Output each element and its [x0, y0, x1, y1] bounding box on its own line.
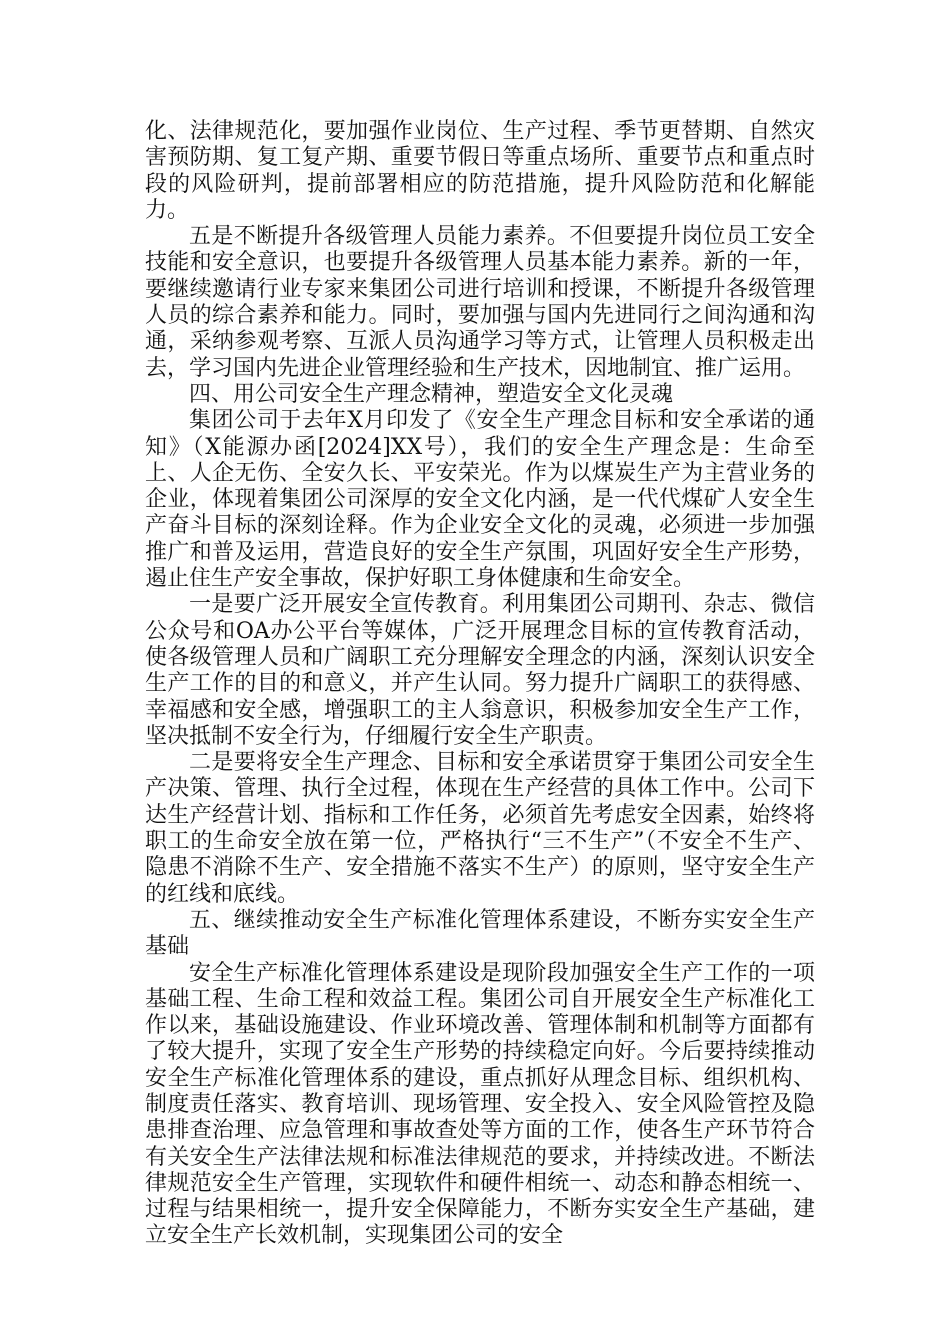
paragraph-5: 二是要将安全生产理念、目标和安全承诺贯穿于集团公司安全生产决策、管理、执行全过程，体现在生产经营的具体工作中。公司下达生产经营计划、指标和工作任务，必须首先考虑安全因素，始终将职工的生命安全放在第一位，严格执行“三不生产”（不安全不生产、隐患不消除不生产、安全措施不落实不生产）的原则，坚守安全生产的红线和底线。 [145, 750, 815, 907]
section-heading-5: 五、继续推动安全生产标准化管理体系建设，不断夯实安全生产基础 [145, 907, 815, 960]
paragraph-6: 安全生产标准化管理体系建设是现阶段加强安全生产工作的一项基础工程、生命工程和效益工程。集团公司自开展安全生产标准化工作以来，基础设施建设、作业环境改善、管理体制和机制等方面都有了较大提升，实现了安全生产形势的持续稳定向好。今后要持续推动安全生产标准化管理体系的建设，重点抓好从理念目标、组织机构、制度责任落实、教育培训、现场管理、安全投入、安全风险管控及隐患排查治理、应急管理和事故查处等方面的工作，使各生产环节符合有关安全生产法律法规和标准法律规范的要求，并持续改进。不断法律规范安全生产管理，实现软件和硬件相统一、动态和静态相统一、过程与结果相统一，提升安全保障能力，不断夯实安全生产基础，建立安全生产长效机制，实现集团公司的安全 [145, 960, 815, 1249]
paragraph-2: 五是不断提升各级管理人员能力素养。不但要提升岗位员工安全技能和安全意识，也要提升各级管理人员基本能力素养。新的一年，要继续邀请行业专家来集团公司进行培训和授课，不断提升各级管理人员的综合素养和能力。同时，要加强与国内先进同行之间沟通和沟通，采纳参观考察、互派人员沟通学习等方式，让管理人员积极走出去，学习国内先进企业管理经验和生产技术，因地制宜、推广运用。 [145, 224, 815, 381]
paragraph-3: 集团公司于去年X月印发了《安全生产理念目标和安全承诺的通知》（X能源办函[2024]XX号），我们的安全生产理念是：生命至上、人企无伤、全安久长、平安荣光。作为以煤炭生产为主营业务的企业，体现着集团公司深厚的安全文化内涵，是一代代煤矿人安全生产奋斗目标的深刻诠释。作为企业安全文化的灵魂，必须进一步加强推广和普及运用，营造良好的安全生产氛围，巩固好安全生产形势，遏止住生产安全事故，保护好职工身体健康和生命安全。 [145, 408, 815, 592]
section-heading-4: 四、用公司安全生产理念精神，塑造安全文化灵魂 [189, 381, 674, 407]
paragraph-4: 一是要广泛开展安全宣传教育。利用集团公司期刊、杂志、微信公众号和OA办公平台等媒体，广泛开展理念目标的宣传教育活动，使各级管理人员和广阔职工充分理解安全理念的内涵，深刻认识安全生产工作的目的和意义，并产生认同。努力提升广阔职工的获得感、幸福感和安全感，增强职工的主人翁意识，积极参加安全生产工作，坚决抵制不安全行为，仔细履行安全生产职责。 [145, 592, 815, 749]
document-body [145, 119, 815, 1250]
paragraph-1: 化、法律规范化，要加强作业岗位、生产过程、季节更替期、自然灾害预防期、复工复产期、重要节假日等重点场所、重要节点和重点时段的风险研判，提前部署相应的防范措施，提升风险防范和化解能力。 [145, 119, 815, 223]
